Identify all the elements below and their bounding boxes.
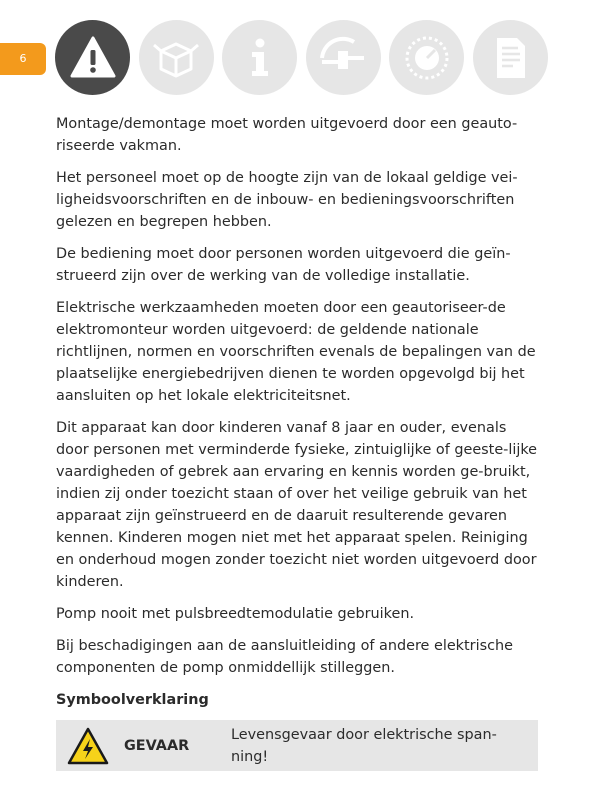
danger-label: GEVAAR	[124, 737, 190, 754]
paragraph-personnel: Het personeel moet op de hoogte zijn van de lokaal geldige vei-ligheidsvoorschriften en de inbouw- en bedieningsvoorschriften gelezen en begrepen hebben.	[56, 170, 518, 230]
document-icon[interactable]	[473, 20, 548, 95]
control-dial-icon[interactable]	[389, 20, 464, 95]
electrical-hazard-icon	[56, 726, 120, 766]
paragraph-children: Dit apparaat kan door kinderen vanaf 8 jaar en ouder, evenals door personen met verminderde fysieke, zintuiglijke of geeste-lijke vaardigheden of gebrek aan ervaring en kennis worden ge-bruikt, indien zij onder toezicht staan of over het veilige gebruik van het apparaat zijn geïnstrueerd en de daaruit resulterende gevaren kennen. Kinderen mogen niet met het apparaat spelen. Reiniging en onderhoud mogen zonder toezicht niet worden uitgevoerd door kinderen.	[56, 420, 538, 590]
symbol-legend-row	[56, 720, 538, 771]
paragraph-damage: Bij beschadigingen aan de aansluitleiding of andere elektrische componenten de pomp onmiddellijk stilleggen.	[56, 638, 513, 676]
warning-icon[interactable]	[55, 20, 130, 95]
control-dial-icon-glyph	[402, 33, 452, 83]
warning-icon-glyph	[68, 33, 118, 83]
paragraph-pwm: Pomp nooit met pulsbreedtemodulatie gebruiken.	[56, 606, 415, 622]
package-icon-glyph	[151, 33, 201, 83]
package-icon[interactable]	[139, 20, 214, 95]
danger-description: Levensgevaar door elektrische span-ning!	[231, 726, 497, 765]
section-icon-bar	[55, 20, 556, 95]
installation-icon-glyph	[318, 33, 368, 83]
document-icon-glyph	[485, 33, 535, 83]
installation-icon[interactable]	[306, 20, 381, 95]
paragraph-electrical-work: Elektrische werkzaamheden moeten door een geautoriseer-de elektromonteur worden uitgevoerd: de geldende nationale richtlijnen, normen en voorschriften evenals de bepalingen van de plaatselijke energiebedrijven dienen te worden opgevolgd bij het aansluiten op het lokale elektriciteitsnet.	[56, 300, 536, 404]
page-number: 6	[0, 43, 46, 75]
electrical-hazard-icon-glyph	[66, 726, 110, 766]
safety-text	[56, 113, 538, 771]
info-icon-glyph	[235, 33, 285, 83]
info-icon[interactable]	[222, 20, 297, 95]
symbol-legend-title: Symboolverklaring	[56, 692, 209, 708]
paragraph-operation: De bediening moet door personen worden uitgevoerd die geïn-strueerd zijn over de werking van de volledige installatie.	[56, 246, 511, 284]
paragraph-mounting: Montage/demontage moet worden uitgevoerd door een geauto-riseerde vakman.	[56, 116, 518, 154]
